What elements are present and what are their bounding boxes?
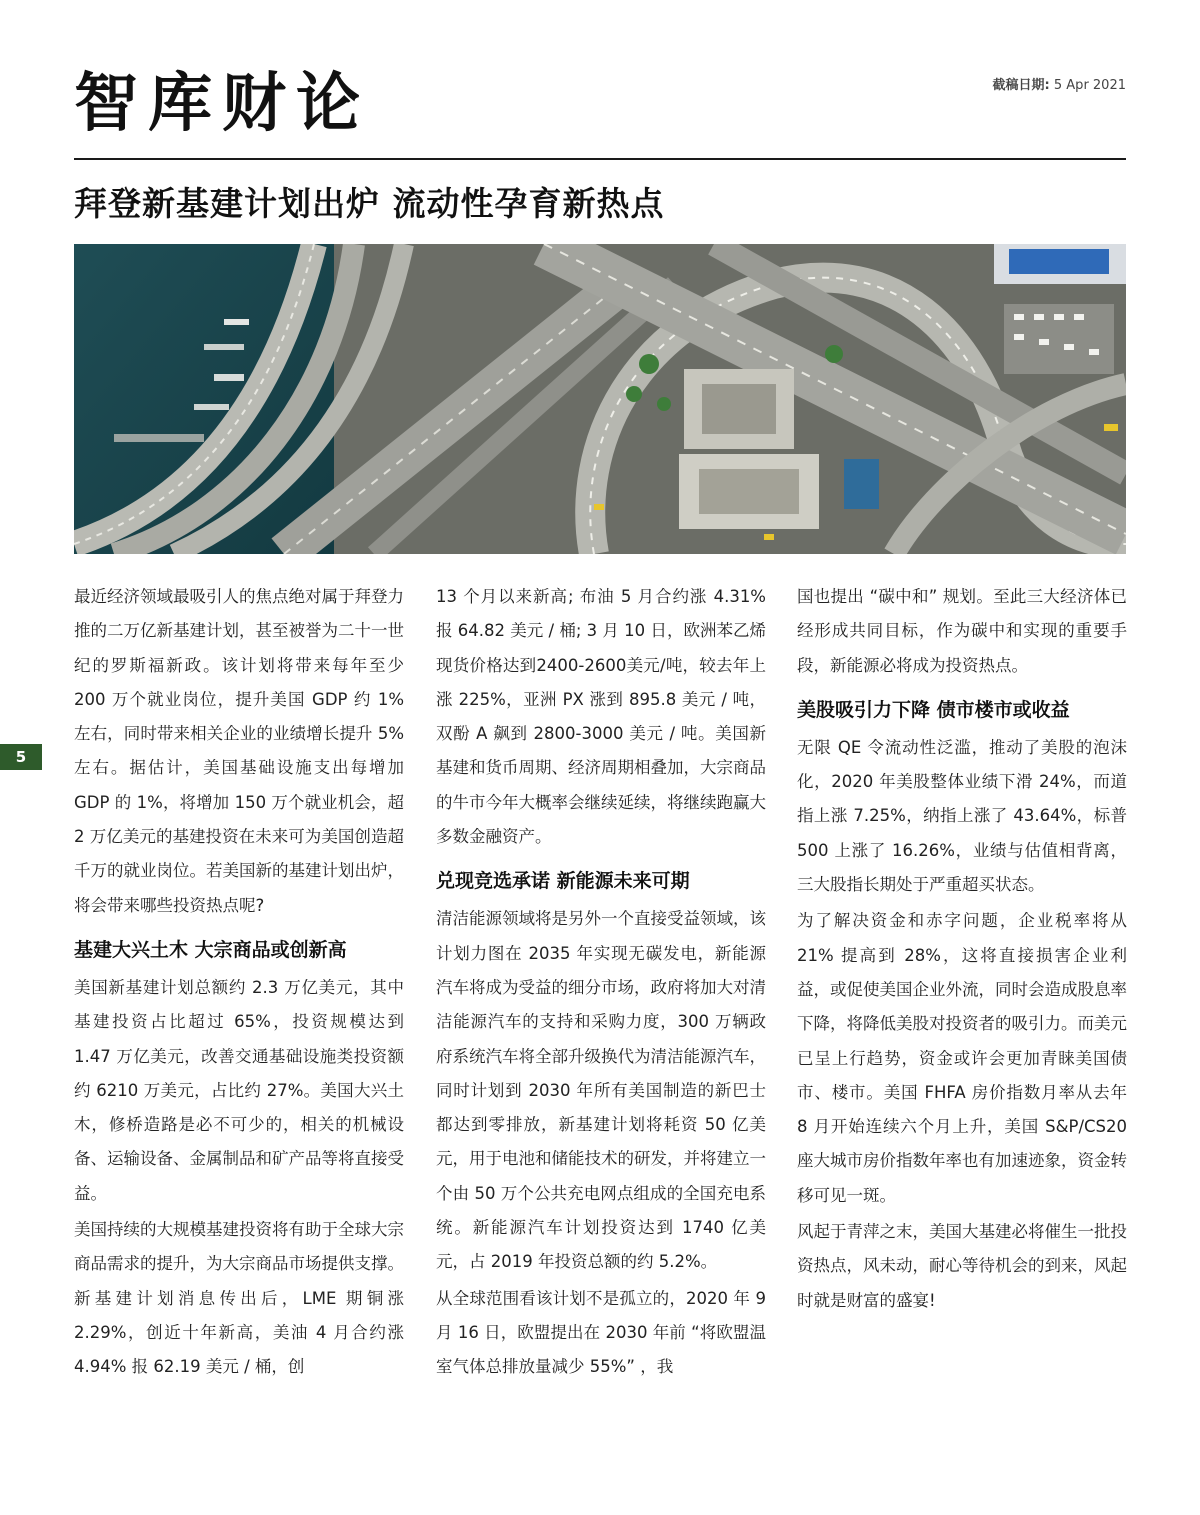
- paragraph: 美国新基建计划总额约 2.3 万亿美元，其中基建投资占比超过 65%，投资规模达到 1.47 万亿美元，改善交通基础设施类投资额约 6210 万美元，占比约 27%。美国大兴土木，修桥造路是必不可少的，相关的机械设备、运输设备、金属制品和矿产品等将直接受益。: [74, 977, 404, 1203]
- masthead-title: 智库财论: [74, 66, 370, 141]
- section-heading: 兑现竞选承诺 新能源未来可期: [436, 870, 690, 893]
- hero-image: [74, 244, 1126, 554]
- paragraph: 为了解决资金和赤字问题，企业税率将从 21% 提高到 28%，这将直接损害企业利益，或促使美国企业外流，同时会造成股息率下降，将降低美股对投资者的吸引力。而美元已呈上行趋势，资金或许会更加青睐美国债市、楼市。美国 FHFA 房价指数月率从去年 8 月开始连续六个月上升，美国 S&P/CS20 座大城市房价指数年率也有加速迹象，资金转移可见一斑。: [797, 911, 1127, 1205]
- paragraph: 最近经济领域最吸引人的焦点绝对属于拜登力推的二万亿新基建计划，甚至被誉为二十一世纪的罗斯福新政。该计划将带来每年至少 200 万个就业岗位，提升美国 GDP 约 1% 左右，同时带来相关企业的业绩增长提升 5% 左右。据估计，美国基础设施支出每增加 GDP 的 1%，将增加 150 万个就业机会，超 2 万亿美元的基建投资在未来可为美国创造超千万的就业岗位。若美国新的基建计划出炉，将会带来哪些投资热点呢?: [74, 587, 404, 915]
- highway-interchange-illustration: [74, 244, 1126, 554]
- section-heading: 美股吸引力下降 债市楼市或收益: [797, 698, 1070, 721]
- paragraph: 13 个月以来新高; 布油 5 月合约涨 4.31% 报 64.82 美元 / 桶; 3 月 10 日，欧洲苯乙烯现货价格达到2400-2600美元/吨，较去年上涨 225%，亚洲 PX 涨到 895.8 美元 / 吨，双酚 A 飙到 2800-3000 美元 / 吨。美国新基建和货币周期、经济周期相叠加，大宗商品的牛市今年大概率会继续延续，将继续跑赢大多数金融资产。: [436, 587, 766, 847]
- paragraph: 清洁能源领域将是另外一个直接受益领域，该计划力图在 2035 年实现无碳发电，新能源汽车将成为受益的细分市场，政府将加大对清洁能源汽车的支持和采购力度，300 万辆政府系统汽车将全部升级换代为清洁能源汽车，同时计划到 2030 年所有美国制造的新巴士都达到零排放，新基建计划将耗资 50 亿美元，用于电池和储能技术的研发，并将建立一个由 50 万个公共充电网点组成的全国充电系统。新能源汽车计划投资达到 1740 亿美元，占 2019 年投资总额的约 5.2%。: [436, 909, 766, 1272]
- page-number-tab: 5: [0, 744, 42, 770]
- paragraph: 国也提出 “碳中和” 规划。至此三大经济体已经形成共同目标，作为碳中和实现的重要手段，新能源必将成为投资热点。: [797, 587, 1127, 675]
- paragraph: 从全球范围看该计划不是孤立的，2020 年 9 月 16 日，欧盟提出在 2030 年前 “将欧盟温室气体总排放量减少 55%” ，我: [436, 1288, 766, 1377]
- paragraph: 美国持续的大规模基建投资将有助于全球大宗商品需求的提升，为大宗商品市场提供支撑。新基建计划消息传出后，LME 期铜涨 2.29%，创近十年新高，美油 4 月合约涨 4.94% 报 62.19 美元 / 桶，创: [74, 1220, 404, 1377]
- date-value: 5 Apr 2021: [1053, 78, 1126, 93]
- header-rule: [74, 158, 1126, 160]
- article-column-2: [436, 580, 766, 1387]
- paragraph: 风起于青萍之末，美国大基建必将催生一批投资热点，风未动，耐心等待机会的到来，风起时就是财富的盛宴!: [797, 1222, 1127, 1310]
- paragraph: 无限 QE 令流动性泛滥，推动了美股的泡沫化，2020 年美股整体业绩下滑 24%，而道指上涨 7.25%，纳指上涨了 43.64%，标普 500 上涨了 16.26%，业绩与估值相背离，三大股指长期处于严重超买状态。: [797, 737, 1127, 895]
- article-column-1: [74, 580, 404, 1387]
- article-column-3: [797, 580, 1127, 1320]
- issue-date: [993, 74, 1126, 93]
- article-headline: 拜登新基建计划出炉 流动性孕育新热点: [74, 184, 665, 223]
- section-heading: 基建大兴土木 大宗商品或创新高: [74, 938, 347, 961]
- date-label: 截稿日期:: [992, 78, 1050, 93]
